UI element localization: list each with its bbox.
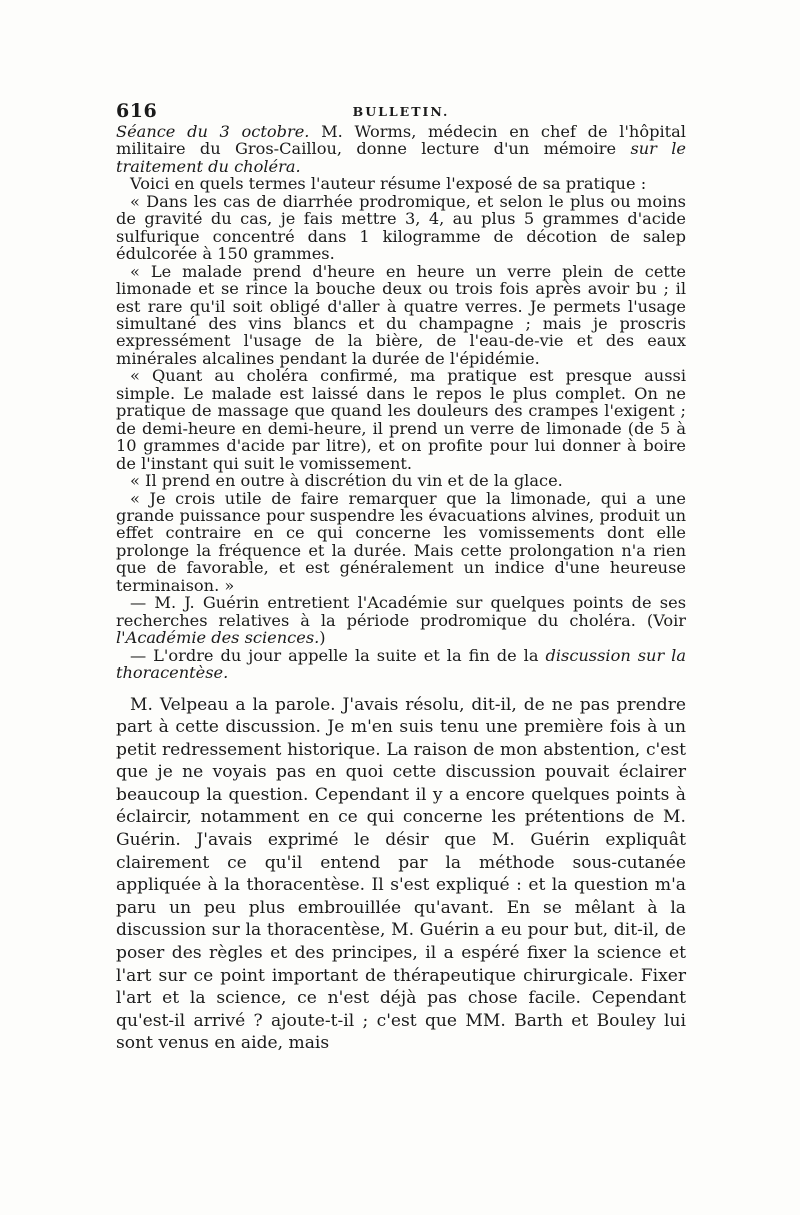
body-text [116, 123, 686, 1055]
quote-paragraph: « Le malade prend d'heure en heure un verre plein de cette limonade et se rince la bouche deux ou trois fois après avoir bu ; il est rare qu'il soit obligé d'aller à quatre verres. Je permets l'usage simultané des vins blancs et du champagne ; mais je proscris expressément l'usage de la bière, de l'eau-de-vie et des eaux minérales alcalines pendant la durée de l'épidémie. [116, 261, 686, 368]
velpeau-paragraph: M. Velpeau a la parole. J'avais résolu, dit-il, de ne pas prendre part à cette discussion. Je m'en suis tenu une première fois à un petit redressement historique. La raison de mon abstention, c'est que je ne voyais pas en quoi cette discussion pouvait éclairer beaucoup la question. Cependant il y a encore quelques points à éclaircir, notamment en ce qui concerne les prétentions de M. Guérin. J'avais exprimé le désir que M. Guérin expliquât clairement ce qu'il entend par la méthode sous-cutanée appliquée à la thoracentèse. Il s'est expliqué : et la question m'a paru un peu plus embrouillée qu'avant. En se mêlant à la discussion sur la thoracentèse, M. Guérin a eu pour but, dit-il, de poser des règles et des principes, il a espéré fixer la science et l'art sur ce point important de thérapeutique chirurgicale. Fixer l'art et la science, ce n'est déjà pas chose facile. Cependant qu'est-il arrivé ? ajoute-t-il ; c'est que MM. Barth et Bouley lui sont venus en aide, mais [116, 694, 686, 1054]
large-type-section [116, 694, 686, 1056]
quote-paragraph: « Quant au choléra confirmé, ma pratique est presque aussi simple. Le malade est laissé dans le repos le plus complet. On ne pratique de massage que quand les douleurs des crampes l'exigent ; de demi-heure en demi-heure, il prend un verre de limonade (de 5 à 10 grammes d'acide par litre), et on profite pour lui donner à boire de l'instant qui suit le vomissement. [116, 366, 686, 473]
page-header [116, 100, 686, 124]
quote-paragraph: « Je crois utile de faire remarquer que la limonade, qui a une grande puissance pour suspendre les évacuations alvines, produit un effet contraire en ce qui concerne les vomissements dont elle prolonge la fréquence et la durée. Mais cette prolongation n'a rien que de favorable, et est généralement un indice d'une heureuse terminaison. » [116, 488, 686, 595]
reference-title: l'Académie des sciences. [116, 628, 320, 648]
quote-paragraph: « Dans les cas de diarrhée prodromique, et selon le plus ou moins de gravité du cas, je fais mettre 3, 4, au plus 5 grammes d'acide sulfurique concentré dans 1 kilogramme de décotion de salep édulcorée à 150 grammes. [116, 191, 686, 264]
agenda-paragraph: — L'ordre du jour appelle la suite et la fin de la discussion sur la thoracentèse. [116, 645, 686, 683]
seance-date: Séance du 3 octobre. [116, 122, 310, 141]
small-type-section [116, 123, 686, 682]
agenda-topic: discussion sur la thoracentèse. [116, 645, 686, 683]
seance-paragraph: Séance du 3 octobre. M. Worms, médecin en chef de l'hôpital militaire du Gros-Caillou, donne lecture d'un mémoire sur le traitement du choléra. [116, 122, 686, 176]
memoire-title: sur le traitement du choléra. [116, 139, 686, 176]
guerin-paragraph: — M. J. Guérin entretient l'Académie sur quelques points de ses recherches relatives à la période prodromique du choléra. (Voir l'Académie des sciences.) [116, 593, 686, 648]
running-head: BULLETIN. [352, 104, 450, 119]
quote-paragraph: « Il prend en outre à discrétion du vin et de la glace. [130, 471, 563, 491]
page-number: 616 [116, 100, 158, 122]
summary-intro-paragraph: Voici en quels termes l'auteur résume l'exposé de sa pratique : [130, 174, 647, 194]
